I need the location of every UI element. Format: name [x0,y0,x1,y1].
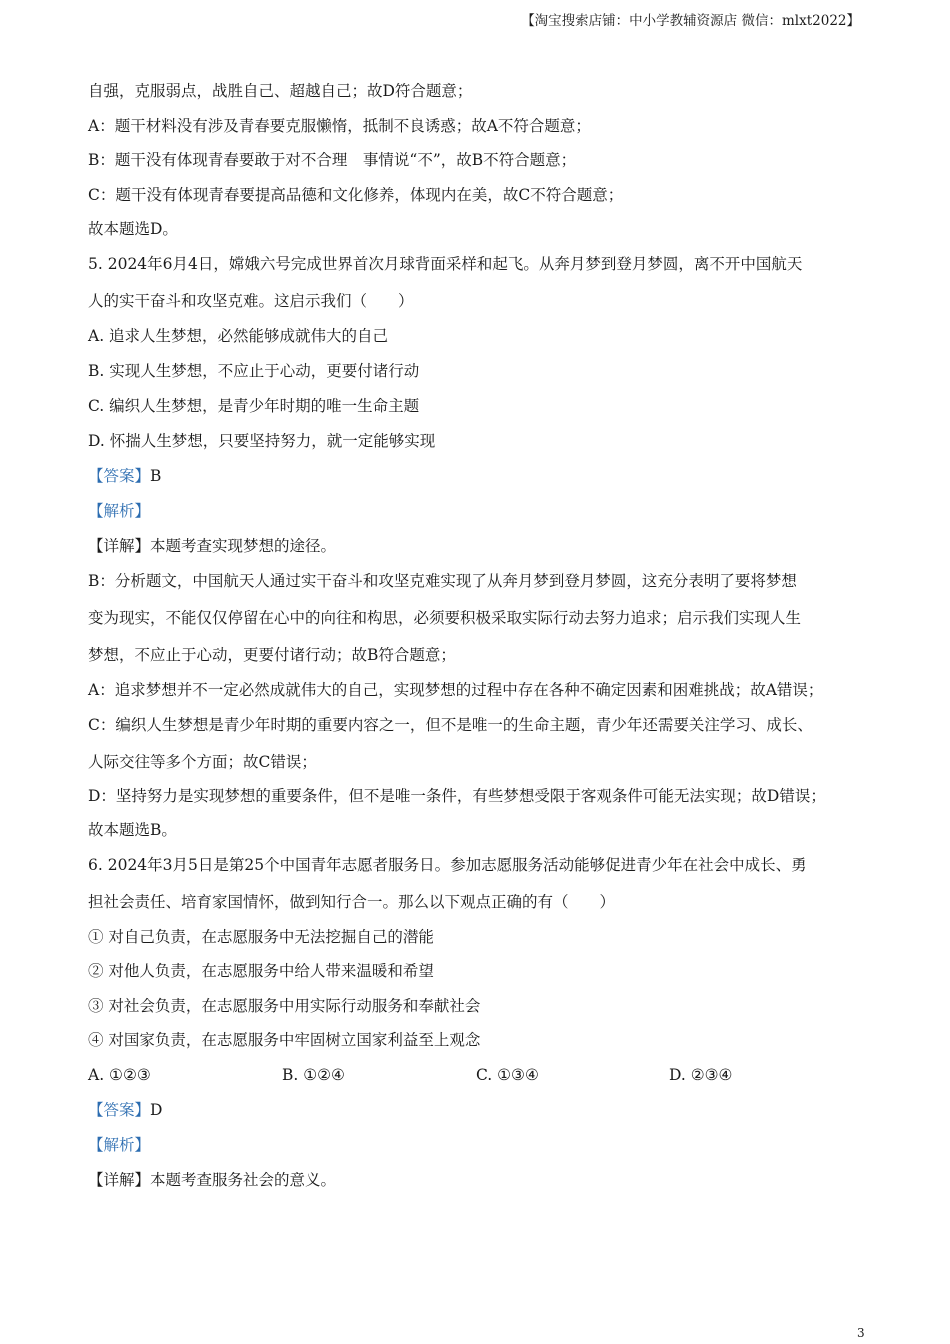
q6-statement: ④ 对国家负责，在志愿服务中牢固树立国家利益至上观念 [88,1031,481,1049]
page-header: 【淘宝搜索店铺：中小学教辅资源店 微信：mlxt2022】 [521,13,860,29]
q6-statement: ① 对自己负责，在志愿服务中无法挖掘自己的潜能 [88,928,434,946]
q5-explanation-line: 故本题选B。 [88,821,177,839]
analysis-tag: 【解析】 [88,1136,151,1154]
page-number: 3 [857,1326,865,1340]
q6-detail [88,1170,336,1190]
q6-option-c: C. ①③④ [476,1066,539,1084]
q6-stem-line: 担社会责任、培育家国情怀，做到知行合一。那么以下观点正确的有（ ） [88,893,616,911]
detail-tag: 【详解】 [88,537,151,555]
q5-explanation-line: 梦想，不应止于心动，更要付诸行动；故B符合题意； [88,646,456,664]
q5-answer [88,466,161,486]
q5-explanation-line: 人际交往等多个方面；故C错误； [88,753,317,771]
q5-explanation-line: C：编织人生梦想是青少年时期的重要内容之一，但不是唯一的生命主题，青少年还需要关注学习、成长、 [88,716,813,734]
q5-option-b: B. 实现人生梦想，不应止于心动，更要付诸行动 [88,362,420,380]
q6-stem-line: 6. 2024年3月5日是第25个中国青年志愿者服务日。参加志愿服务活动能够促进青少年在社会中成长、勇 [88,856,807,874]
q5-option-d: D. 怀揣人生梦想，只要坚持努力，就一定能够实现 [88,432,436,450]
answer-tag: 【答案】 [88,1101,151,1119]
detail-text: 本题考查服务社会的意义。 [150,1171,337,1189]
body-line: A：题干材料没有涉及青春要克服懒惰，抵制不良诱惑；故A不符合题意； [88,117,591,135]
q6-answer [88,1100,162,1120]
q6-analysis [88,1135,150,1155]
q5-explanation-line: B：分析题文，中国航天人通过实干奋斗和攻坚克难实现了从奔月梦到登月梦圆，这充分表明了要将梦想 [88,572,797,590]
q5-analysis [88,501,150,521]
q6-option-a: A. ①②③ [88,1066,151,1084]
body-line: C：题干没有体现青春要提高品德和文化修养，体现内在美，故C不符合题意； [88,186,624,204]
q5-stem-line: 人的实干奋斗和攻坚克难。这启示我们（ ） [88,292,414,310]
q5-explanation-line: D：坚持努力是实现梦想的重要条件，但不是唯一条件，有些梦想受限于客观条件可能无法实现；故D错误； [88,787,826,805]
q6-statement: ③ 对社会负责，在志愿服务中用实际行动服务和奉献社会 [88,997,481,1015]
answer-tag: 【答案】 [88,467,151,485]
q5-explanation-line: A：追求梦想并不一定必然成就伟大的自己，实现梦想的过程中存在各种不确定因素和困难挑战；故A错误； [88,681,824,699]
body-line: B：题干没有体现青春要敢于对不合理 事情说“不”，故B不符合题意； [88,151,577,169]
q5-option-c: C. 编织人生梦想，是青少年时期的唯一生命主题 [88,397,420,415]
q5-explanation-line: 变为现实，不能仅仅停留在心中的向往和构思，必须要积极采取实际行动去努力追求；启示我们实现人生 [88,609,802,627]
q6-option-d: D. ②③④ [669,1066,733,1084]
q5-detail [88,536,336,556]
answer-value: B [150,467,162,485]
q6-option-b: B. ①②④ [282,1066,345,1084]
body-line: 自强，克服弱点，战胜自己、超越自己；故D符合题意； [88,82,473,100]
q6-statement: ② 对他人负责，在志愿服务中给人带来温暖和希望 [88,962,434,980]
detail-tag: 【详解】 [88,1171,151,1189]
q5-option-a: A. 追求人生梦想，必然能够成就伟大的自己 [88,327,389,345]
q5-stem-line: 5. 2024年6月4日，嫦娥六号完成世界首次月球背面采样和起飞。从奔月梦到登月梦圆，离不开中国航天 [88,255,803,273]
analysis-tag: 【解析】 [88,502,151,520]
detail-text: 本题考查实现梦想的途径。 [150,537,337,555]
answer-value: D [150,1101,163,1119]
body-line: 故本题选D。 [88,220,178,238]
